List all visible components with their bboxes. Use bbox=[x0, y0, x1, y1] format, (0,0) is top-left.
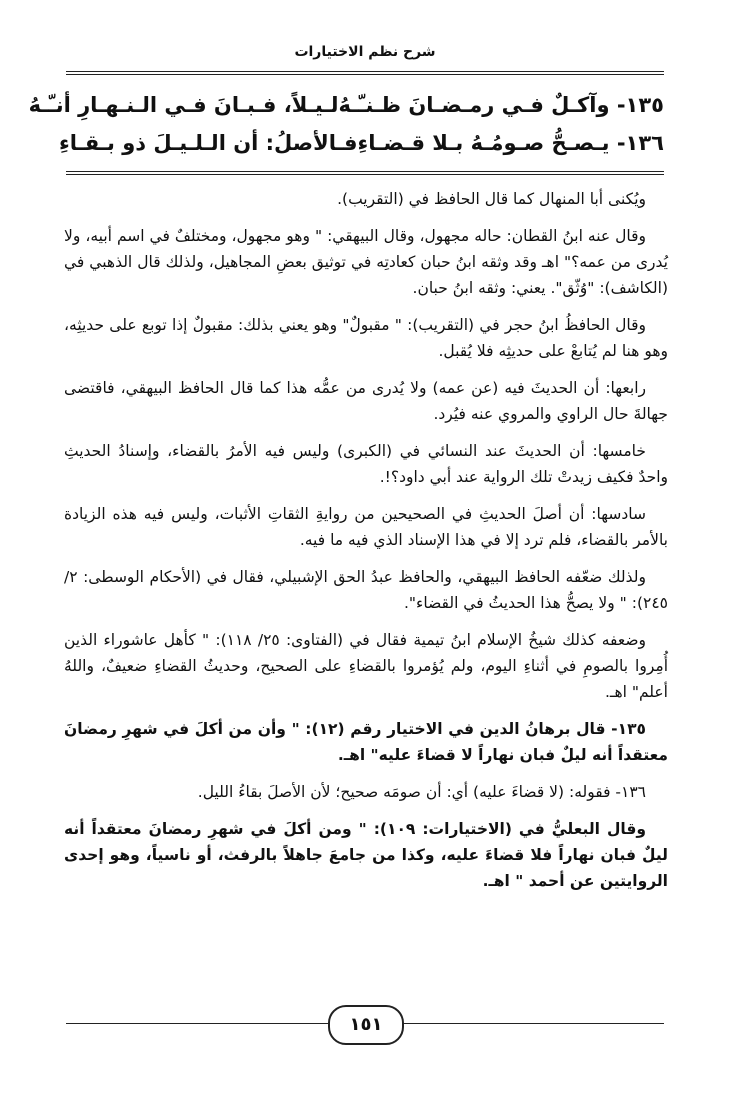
paragraph: رابعها: أن الحديثَ فيه (عن عمه) ولا يُدرى من عمُّه هذا كما قال الحافظ البيهقي، فاقتضى جهالةَ حال الراوي والمروي عنه فيُرد. bbox=[64, 379, 668, 423]
verse-line bbox=[58, 124, 664, 162]
paragraph: وضعفه كذلك شيخُ الإسلام ابنُ تيمية فقال في (الفتاوى: ٢٥/ ١١٨): " كأهل عاشوراء الذين أُمِروا بالصومِ في أثناءِ اليوم، ولم يُؤمروا بالقضاءِ على الصحيح، وحديثُ القضاءِ ضعيفٌ، واللهُ أعلم" اهـ. bbox=[64, 631, 668, 701]
commentary-body bbox=[64, 186, 668, 905]
page-footer bbox=[66, 1005, 664, 1045]
paragraph: ولذلك ضعّفه الحافظ البيهقي، والحافظ عبدُ الحق الإشبيلي، فقال في (الأحكام الوسطى: ٢/ ٢٤٥): " ولا يصحُّ هذا الحديثُ في القضاء". bbox=[64, 568, 668, 612]
paragraph: ١٣٦- فقوله: (لا قضاءَ عليه) أي: أن صومَه صحيح؛ لأن الأصلَ بقاءُ الليل. bbox=[197, 783, 646, 801]
running-head: شرح نظم الاختيارات bbox=[294, 44, 436, 60]
verse-first-hemistich: ١٣٦- يـصـحُّ صـومُـهُ بـلا قـضـاءِ bbox=[357, 131, 664, 155]
paragraph: سادسها: أن أصلَ الحديثِ في الصحيحين من روايةِ الثقاتِ الأثبات، وليس فيه هذه الزيادة بالأمر بالقضاء، فلم ترد إلا في هذا الإسناد الذي فيه ما فيه. bbox=[64, 505, 668, 549]
paragraph: وقال الحافظُ ابنُ حجر في (التقريب): " مقبولٌ" وهو يعني بذلك: مقبولٌ إذا توبع على حديثِه، وهو هنا لم يُتابعْ على حديثِه فلا يُقبل. bbox=[64, 316, 668, 360]
verse-line bbox=[28, 86, 664, 124]
page-number: ١٥١ bbox=[328, 1005, 404, 1045]
paragraph: وقال عنه ابنُ القطان: حاله مجهول، وقال البيهقي: " وهو مجهول، ومختلفٌ في اسم أبيه، ولا يُدرى من عمه؟" اهـ وقد وثقه ابنُ حبان كعادتِه في توثيق بعضِ المجاهيل، ولذلك قال الذهبي في (الكاشف): "وُثّق". يعني: وثقه ابنُ حبان. bbox=[64, 227, 668, 297]
verse-block bbox=[28, 86, 664, 162]
verse-second-hemistich: فـالأصلُ: أن الـلـيـلَ ذو بـقـاءِ bbox=[58, 131, 358, 155]
paragraph: خامسها: أن الحديثَ عند النسائي في (الكبرى) وليس فيه الأمرُ بالقضاء، وإسنادُ الحديثِ واحدٌ فكيف زيدتْ تلك الرواية عند أبي داود؟!. bbox=[64, 442, 668, 486]
paragraph: ويُكنى أبا المنهال كما قال الحافظ في (التقريب). bbox=[337, 190, 646, 208]
verse-first-hemistich: ١٣٥- وآكـلٌ فـي رمـضـانَ ظـنـّـهُ bbox=[338, 93, 664, 117]
header-rule-top-inner bbox=[66, 74, 664, 75]
paragraph: ١٣٥- قال برهانُ الدين في الاختيار رقم (١٢): " وأن من أكلَ في شهرِ رمضانَ معتقداً أنه ليلٌ فبان نهاراً لا قضاءَ عليه" اهـ. bbox=[64, 720, 668, 764]
header-rule-top bbox=[66, 71, 664, 72]
paragraph: وقال البعليُّ في (الاختيارات: ١٠٩): " ومن أكلَ في شهرِ رمضانَ معتقداً أنه ليلٌ فبان نهاراً فلا قضاءَ عليه، وكذا من جامعَ جاهلاً بالرفث، أو ناسياً، وهو إحدى الروايتين عن أحمد " اهـ. bbox=[64, 820, 668, 890]
verse-rule-bottom-inner bbox=[66, 171, 664, 172]
verse-rule-bottom bbox=[66, 174, 664, 175]
verse-second-hemistich: لـيـلاً، فـبـانَ فـي الـنـهـارِ أنـّـهُ bbox=[28, 93, 339, 117]
